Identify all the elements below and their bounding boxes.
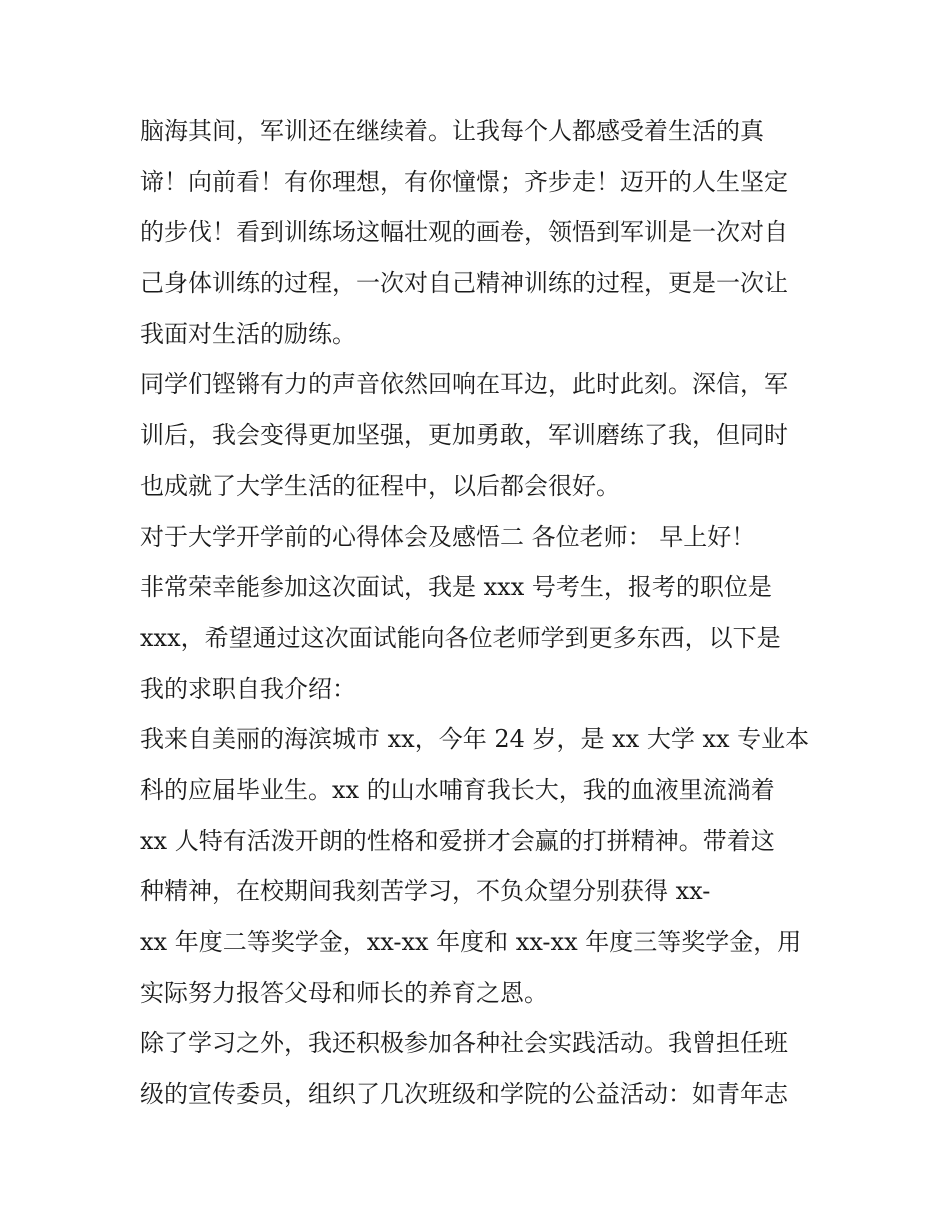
text-line: 科的应届毕业生。xx 的山水哺育我长大，我的血液里流淌着 [140, 775, 775, 804]
text-line: 除了学习之外，我还积极参加各种社会实践活动。我曾担任班 [140, 1029, 788, 1058]
text-line: 级的宣传委员，组织了几次班级和学院的公益活动：如青年志 [140, 1080, 788, 1109]
text-line: 同学们铿锵有力的声音依然回响在耳边，此时此刻。深信，军 [140, 370, 788, 399]
text-line: 种精神，在校期间我刻苦学习，不负众望分别获得 xx- [140, 877, 711, 906]
text-line: 我的求职自我介绍： [140, 674, 356, 703]
text-line: 谛！向前看！有你理想，有你憧憬；齐步走！迈开的人生坚定 [140, 167, 788, 196]
text-line: 的步伐！看到训练场这幅壮观的画卷，领悟到军训是一次对自 [140, 218, 788, 247]
text-line: 训后，我会变得更加坚强，更加勇敢，军训磨练了我，但同时 [140, 421, 788, 450]
text-line: 我面对生活的励练。 [140, 319, 356, 348]
text-line: xx 年度二等奖学金，xx-xx 年度和 xx-xx 年度三等奖学金，用 [140, 928, 802, 956]
text-line: 也成就了大学生活的征程中，以后都会很好。 [140, 471, 620, 500]
text-line: 非常荣幸能参加这次面试，我是 xxx 号考生，报考的职位是 [140, 573, 772, 602]
text-line: 对于大学开学前的心得体会及感悟二 各位老师： 早上好！ [140, 522, 756, 551]
text-line: xxx，希望通过这次面试能向各位老师学到更多东西，以下是 [140, 623, 781, 652]
text-line: 实际努力报答父母和师长的养育之恩。 [140, 978, 548, 1007]
text-line: xx 人特有活泼开朗的性格和爱拼才会赢的打拼精神。带着这 [140, 826, 775, 855]
text-line: 脑海其间，军训还在继续着。让我每个人都感受着生活的真 [140, 117, 764, 145]
text-line: 我来自美丽的海滨城市 xx，今年 24 岁，是 xx 大学 xx 专业本 [140, 725, 810, 754]
document-body [140, 106, 820, 1120]
text-line: 己身体训练的过程，一次对自己精神训练的过程，更是一次让 [140, 269, 788, 298]
